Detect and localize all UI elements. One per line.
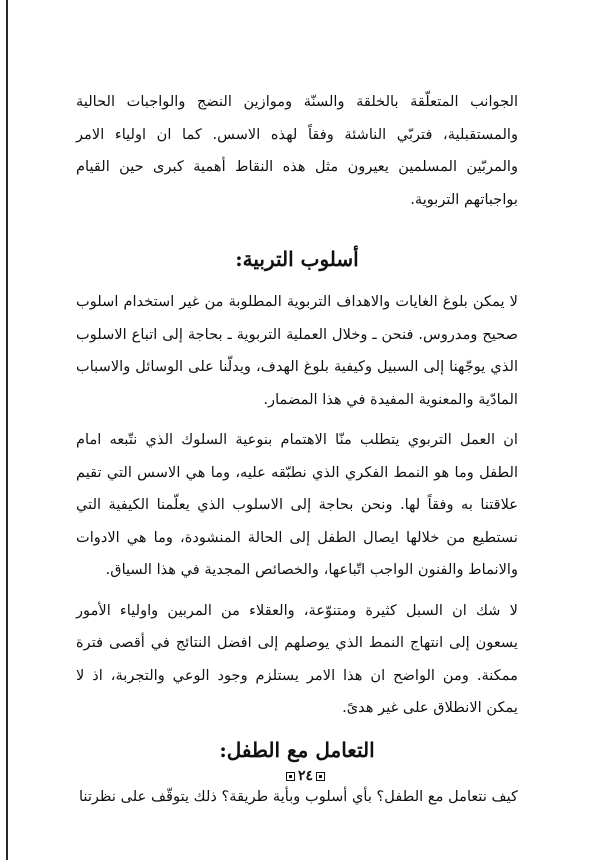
paragraph-method-1: لا يمكن بلوغ الغايات والاهداف التربوية المطلوبة من غير استخدام اسلوب صحيح ومدروس. فنحن ـ وخلال العملية التربوية ـ بحاجة إلى اتباع الاسلوب الذي يوجّهنا إلى السبيل وكيفية بلوغ الهدف، ويدلّنا على الوسائل والاسباب المادّية والمعنوية المفيدة في هذا المضمار. [76, 293, 518, 408]
intro-paragraph: الجوانب المتعلّقة بالخلقة والسنّة وموازين النضج والواجبات الحالية والمستقبلية، فتربّي الناشئة وفقاً لهذه الاسس. كما ان اولياء الامر والمربّين المسلمين يعيرون مثل هذه النقاط أهمية كبرى حين القيام بواجباتهم التربوية. [76, 93, 518, 208]
page-binding-edge [6, 0, 8, 860]
paragraph-dealing-1: كيف نتعامل مع الطفل؟ بأي أسلوب وبأية طريقة؟ ذلك يتوقّف على نظرتنا [78, 787, 518, 805]
section-heading-dealing-with-child: التعامل مع الطفل: [219, 737, 375, 762]
paragraph-method-3: لا شك ان السبل كثيرة ومتنوّعة، والعقلاء من المربين واولياء الأمور يسعون إلى انتهاج النمط الذي يوصلهم إلى افضل النتائج في أقصى فترة ممكنة. ومن الواضح ان هذا الامر يستلزم وجود الوعي والتجربة، اذ لا يمكن الانطلاق على غير هدىً. [76, 601, 518, 716]
ornament-square-icon [286, 772, 295, 781]
section-heading-upbringing-method: أسلوب التربية: [235, 247, 359, 271]
page-footer [0, 768, 611, 784]
ornament-square-icon [316, 772, 325, 781]
document-body [76, 86, 518, 813]
page-number: ٢٤ [297, 768, 314, 784]
paragraph-method-2: ان العمل التربوي يتطلب منّا الاهتمام بنوعية السلوك الذي نتّبعه امام الطفل وما هو النمط الفكري الذي نطبّقه عليه، وما هي الاسس التي تقيم علاقتنا به وفقاً لها. ونحن بحاجة إلى الاسلوب الذي يعلّمنا الكيفية التي نستطيع من خلالها ايصال الطفل إلى الحالة المنشودة، وما هي الادوات والانماط والفنون الواجب اتّباعها، والخصائص المجدية في هذا السياق. [76, 431, 518, 578]
